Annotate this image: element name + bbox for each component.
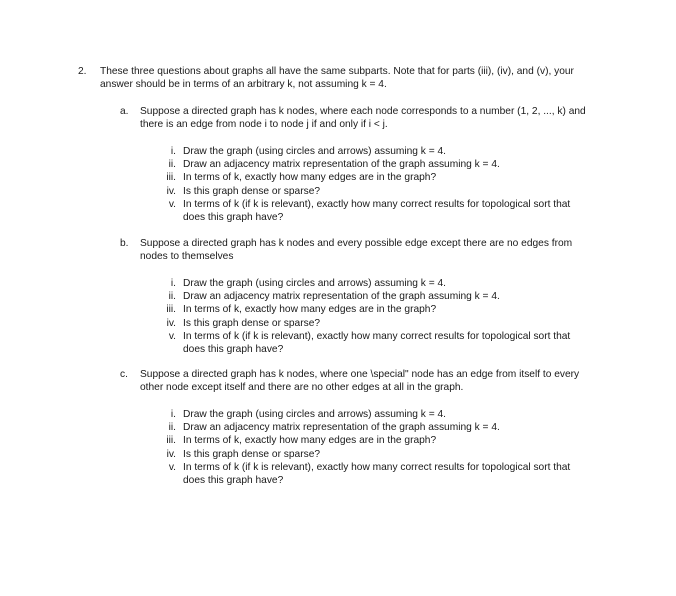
- item-text: Draw an adjacency matrix representation of the graph assuming k = 4.: [183, 159, 500, 171]
- item-text: In terms of k (if k is relevant), exactly how many correct results for topological sort that does this graph have?: [183, 461, 571, 487]
- item-numeral: v.: [168, 198, 176, 210]
- part-text: Suppose a directed graph has k nodes, where each node corresponds to a number (1, 2, ..., k) and there is an edge from node i to node j if and only if i < j.: [140, 106, 586, 131]
- item-numeral: iv.: [166, 185, 176, 197]
- list-item: [160, 171, 580, 184]
- part-text: Suppose a directed graph has k nodes, where one \special" node has an edge from itself to every other node except itself and there are no other edges at all in the graph.: [140, 369, 580, 394]
- item-numeral: iii.: [166, 304, 176, 316]
- item-numeral: iv.: [166, 317, 176, 329]
- part-b-items: [160, 277, 580, 356]
- list-item: [160, 277, 580, 290]
- item-numeral: v.: [168, 461, 176, 473]
- part-a-items: [160, 145, 580, 224]
- list-item: [160, 421, 580, 434]
- item-text: In terms of k (if k is relevant), exactly how many correct results for topological sort that does this graph have?: [183, 198, 571, 224]
- part-text: Suppose a directed graph has k nodes and every possible edge except there are no edges from nodes to themselves: [140, 238, 573, 263]
- item-numeral: iii.: [166, 435, 176, 447]
- list-item: [160, 198, 580, 224]
- item-text: Draw the graph (using circles and arrows) assuming k = 4.: [183, 146, 447, 157]
- part-letter: b.: [120, 238, 129, 249]
- question-intro: These three questions about graphs all have the same subparts. Note that for parts (iii), (iv), and (v), your answer should be in terms of an arbitrary k, not assuming k = 4.: [100, 66, 574, 91]
- list-item: [160, 408, 580, 421]
- part-c-items: [160, 408, 580, 487]
- item-text: In terms of k, exactly how many edges are in the graph?: [183, 435, 437, 447]
- item-text: In terms of k, exactly how many edges are in the graph?: [183, 304, 437, 316]
- item-numeral: i.: [170, 278, 176, 289]
- item-text: In terms of k, exactly how many edges are in the graph?: [183, 172, 437, 184]
- question-2: [78, 65, 608, 91]
- list-item: [160, 448, 580, 461]
- item-numeral: i.: [170, 146, 176, 157]
- item-numeral: ii.: [168, 291, 176, 303]
- item-numeral: i.: [170, 409, 176, 420]
- item-text: Draw an adjacency matrix representation of the graph assuming k = 4.: [183, 291, 500, 303]
- item-text: Draw the graph (using circles and arrows) assuming k = 4.: [183, 278, 447, 289]
- list-item: [160, 330, 580, 356]
- list-item: [160, 434, 580, 447]
- part-a: [120, 105, 600, 131]
- list-item: [160, 303, 580, 316]
- item-text: In terms of k (if k is relevant), exactly how many correct results for topological sort that does this graph have?: [183, 330, 571, 356]
- list-item: [160, 461, 580, 487]
- item-text: Is this graph dense or sparse?: [183, 185, 321, 197]
- item-text: Draw an adjacency matrix representation of the graph assuming k = 4.: [183, 422, 500, 434]
- question-number: 2.: [78, 66, 87, 77]
- part-letter: a.: [120, 106, 129, 117]
- list-item: [160, 185, 580, 198]
- item-numeral: ii.: [168, 159, 176, 171]
- list-item: [160, 290, 580, 303]
- item-text: Is this graph dense or sparse?: [183, 317, 321, 329]
- item-text: Is this graph dense or sparse?: [183, 448, 321, 460]
- list-item: [160, 145, 580, 158]
- item-numeral: iv.: [166, 448, 176, 460]
- part-b: [120, 237, 600, 263]
- list-item: [160, 317, 580, 330]
- item-numeral: v.: [168, 330, 176, 342]
- list-item: [160, 158, 580, 171]
- part-c: [120, 368, 600, 394]
- item-text: Draw the graph (using circles and arrows) assuming k = 4.: [183, 409, 447, 420]
- item-numeral: ii.: [168, 422, 176, 434]
- part-letter: c.: [120, 369, 128, 380]
- item-numeral: iii.: [166, 172, 176, 184]
